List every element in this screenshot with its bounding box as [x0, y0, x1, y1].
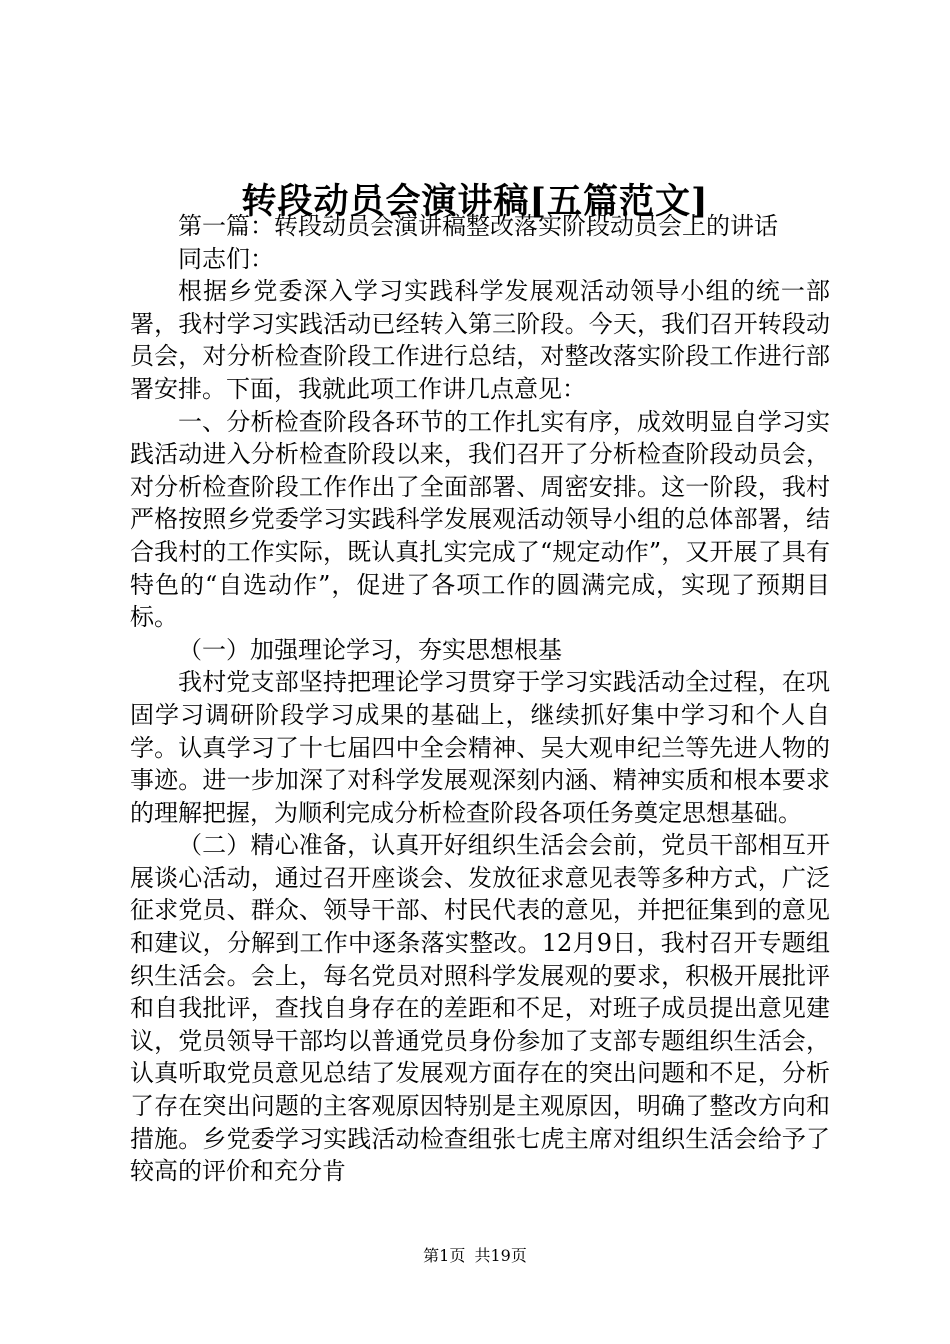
- page-total: 共19页: [474, 1246, 527, 1265]
- paragraph-theory-study: 我村党支部坚持把理论学习贯穿于学习实践活动全过程，在巩固学习调研阶段学习成果的基础上，继续抓好集中学习和个人自学。认真学习了十七届四中全会精神、吴大观申纪兰等先进人物的事迹。进一步加深了对科学发展观深刻内涵、精神实质和根本要求的理解把握，为顺利完成分析检查阶段各项任务奠定思想基础。: [130, 668, 830, 827]
- document-body: [130, 210, 830, 1188]
- paragraph-subheading-two: （二）精心准备，认真开好组织生活会会前，党员干部相互开展谈心活动，通过召开座谈会、发放征求意见表等多种方式，广泛征求党员、群众、领导干部、村民代表的意见，并把征集到的意见和建议，分解到工作中逐条落实整改。12月9日，我村召开专题组织生活会。会上，每名党员对照科学发展观的要求，积极开展批评和自我批评，查找自身存在的差距和不足，对班子成员提出意见建议，党员领导干部均以普通党员身份参加了支部专题组织生活会，认真听取党员意见总结了发展观方面存在的突出问题和不足，分析了存在突出问题的主客观原因特别是主观原因，明确了整改方向和措施。乡党委学习实践活动检查组张七虎主席对组织生活会给予了较高的评价和充分肯: [130, 831, 830, 1186]
- paragraph-intro: 根据乡党委深入学习实践科学发展观活动领导小组的统一部署，我村学习实践活动已经转入第三阶段。今天，我们召开转段动员会，对分析检查阶段工作进行总结，对整改落实阶段工作进行部署安排。下面，我就此项工作讲几点意见：: [130, 277, 830, 403]
- page-number: 第1页: [423, 1246, 466, 1265]
- paragraph-point-one: 一、分析检查阶段各环节的工作扎实有序，成效明显自学习实践活动进入分析检查阶段以来，我们召开了分析检查阶段动员会，对分析检查阶段工作作出了全面部署、周密安排。这一阶段，我村严格按照乡党委学习实践科学发展观活动领导小组的总体部署，结合我村的工作实际，既认真扎实完成了“规定动作”，又开展了具有特色的“自选动作”，促进了各项工作的圆满完成，实现了预期目标。: [130, 407, 830, 632]
- paragraph-subheading-one: （一）加强理论学习，夯实思想根基: [178, 635, 562, 664]
- document-title: 转段动员会演讲稿[五篇范文]: [241, 181, 709, 222]
- page-footer: [0, 1246, 950, 1266]
- paragraph-salutation: 同志们：: [178, 244, 274, 273]
- paragraph-section-heading: 第一篇：转段动员会演讲稿整改落实阶段动员会上的讲话: [178, 212, 778, 240]
